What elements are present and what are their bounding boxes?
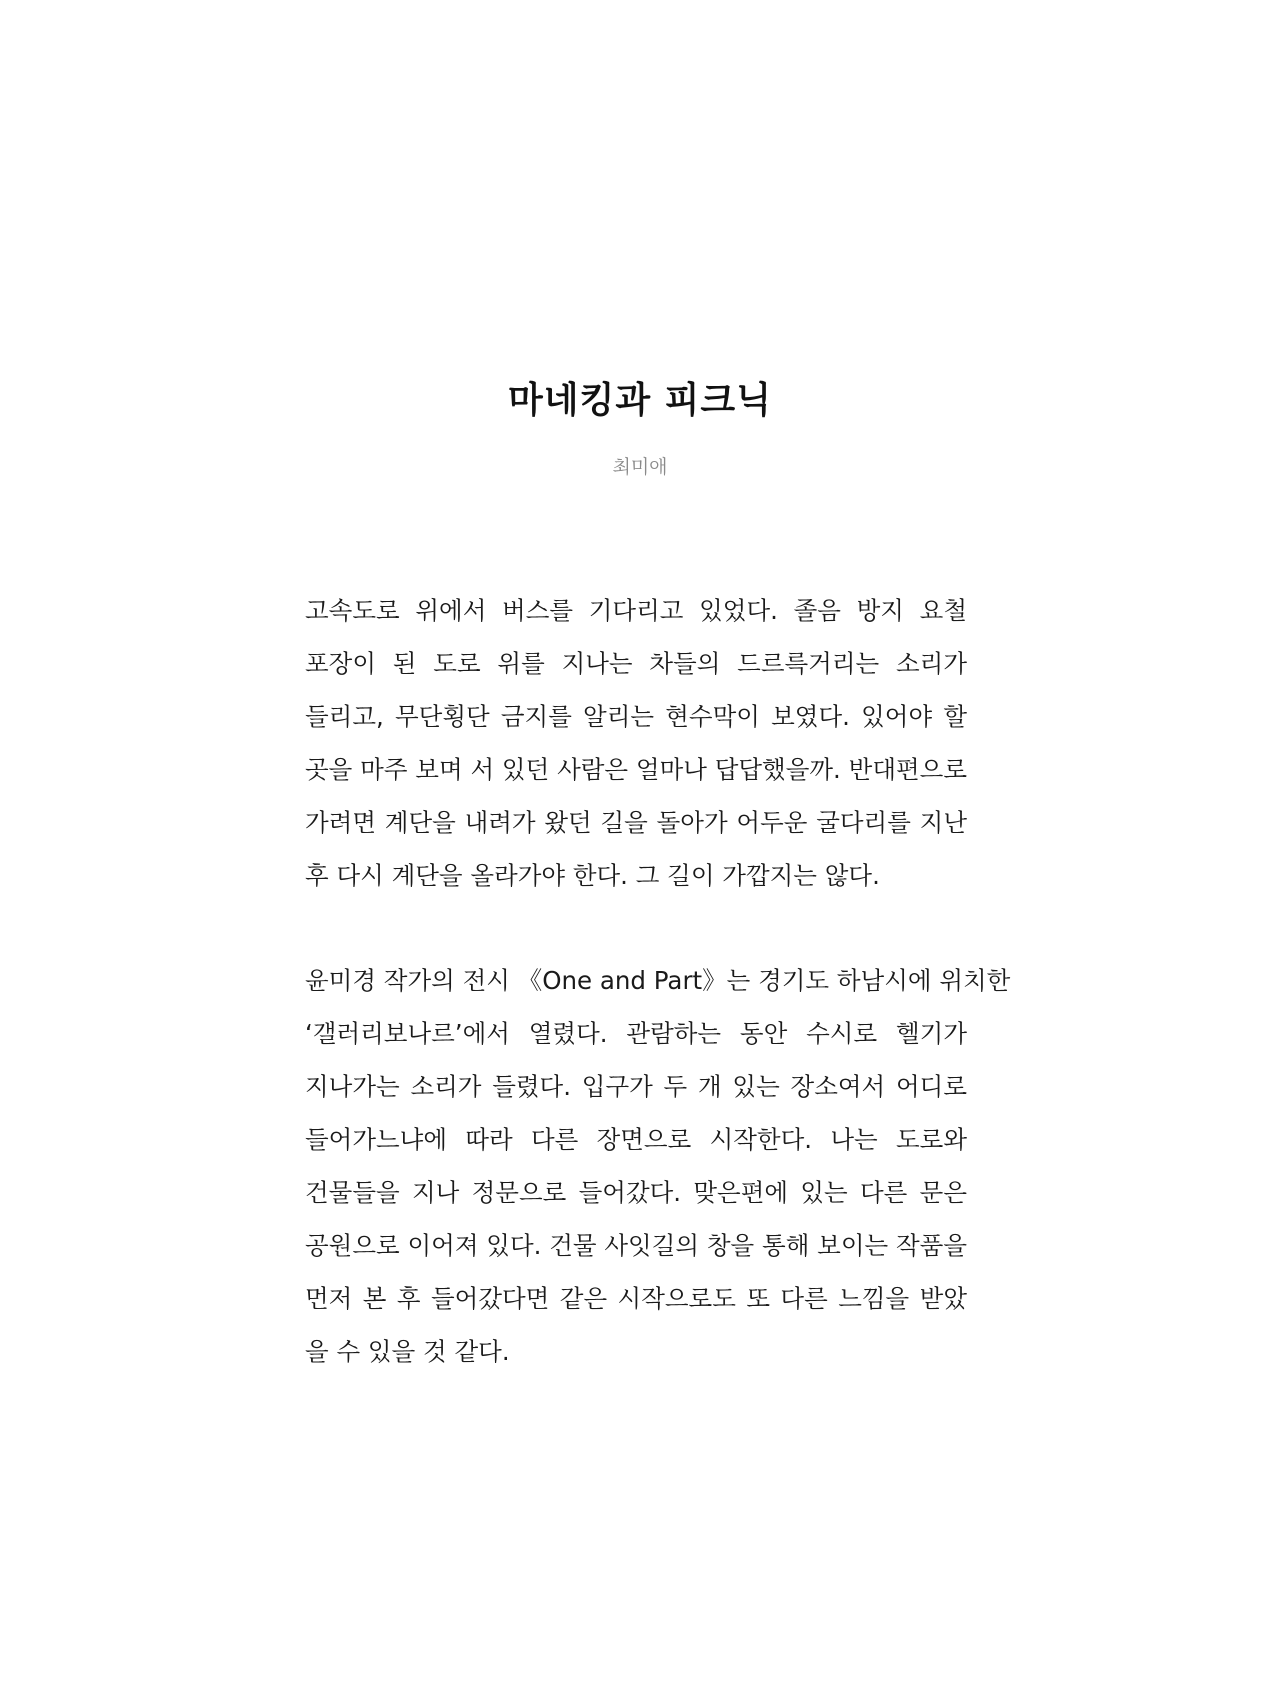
paragraph-line: 윤미경 작가의 전시 《One and Part》는 경기도 하남시에 위치한 bbox=[305, 966, 1011, 995]
paragraph-line: 공원으로 이어져 있다. 건물 사잇길의 창을 통해 보이는 작품을 bbox=[305, 1231, 967, 1260]
article-author: 최미애 bbox=[612, 456, 668, 478]
paragraph-1 bbox=[305, 584, 967, 902]
paragraph-line: 가려면 계단을 내려가 왔던 길을 돌아가 어두운 굴다리를 지난 bbox=[305, 808, 967, 837]
article-title: 마네킹과 피크닉 bbox=[508, 380, 772, 421]
paragraph-line: 포장이 된 도로 위를 지나는 차들의 드르륵거리는 소리가 bbox=[305, 649, 967, 678]
paragraph-line: 후 다시 계단을 올라가야 한다. 그 길이 가깝지는 않다. bbox=[305, 861, 880, 890]
paragraph-2 bbox=[305, 954, 1011, 1378]
paragraph-line: 지나가는 소리가 들렸다. 입구가 두 개 있는 장소여서 어디로 bbox=[305, 1072, 967, 1101]
paragraph-line: ‘갤러리보나르’에서 열렸다. 관람하는 동안 수시로 헬기가 bbox=[305, 1019, 967, 1048]
paragraph-line: 고속도로 위에서 버스를 기다리고 있었다. 졸음 방지 요철 bbox=[305, 596, 967, 625]
paragraph-line: 들리고, 무단횡단 금지를 알리는 현수막이 보였다. 있어야 할 bbox=[305, 702, 967, 731]
paragraph-line: 들어가느냐에 따라 다른 장면으로 시작한다. 나는 도로와 bbox=[305, 1125, 967, 1154]
paragraph-line: 건물들을 지나 정문으로 들어갔다. 맞은편에 있는 다른 문은 bbox=[305, 1178, 967, 1207]
paragraph-line: 먼저 본 후 들어갔다면 같은 시작으로도 또 다른 느낌을 받았 bbox=[305, 1284, 967, 1313]
paragraph-line: 곳을 마주 보며 서 있던 사람은 얼마나 답답했을까. 반대편으로 bbox=[305, 755, 967, 784]
paragraph-line: 을 수 있을 것 같다. bbox=[305, 1337, 510, 1366]
